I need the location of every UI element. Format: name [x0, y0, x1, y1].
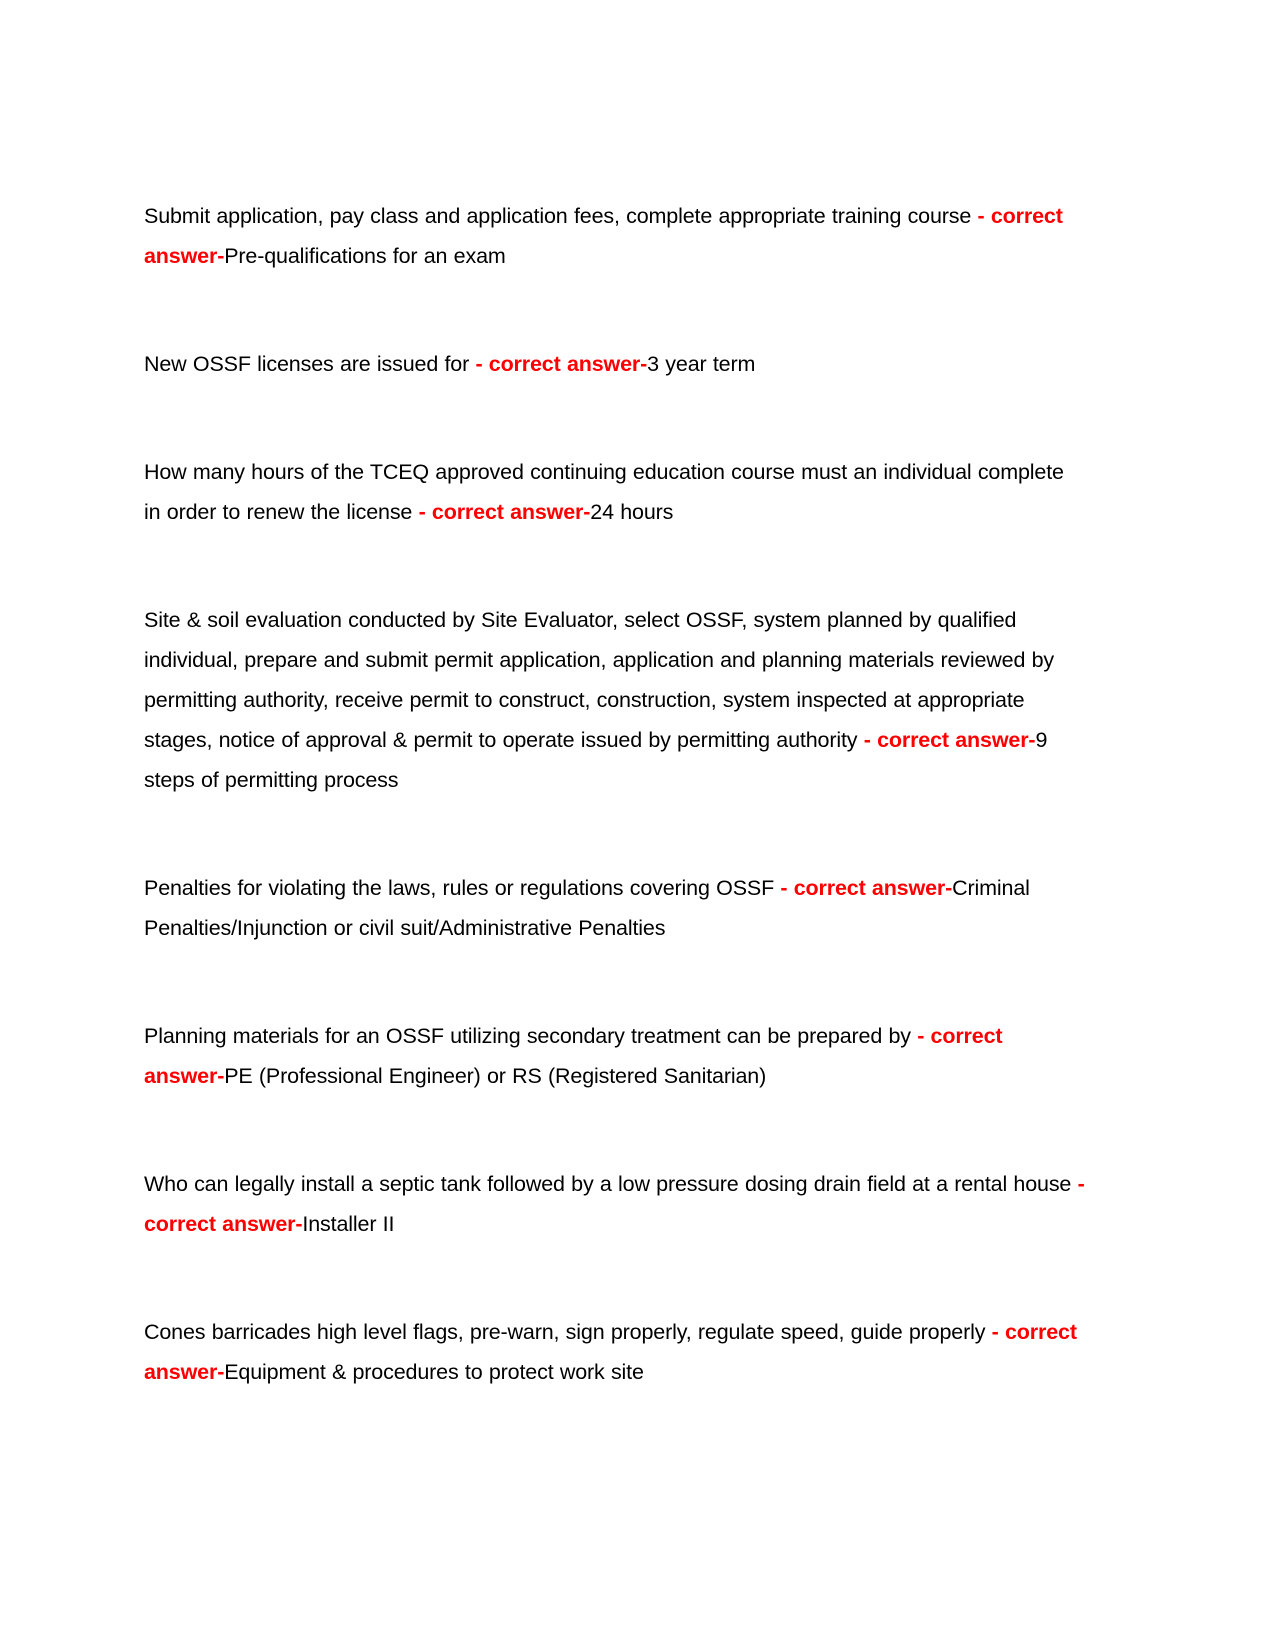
question-text: Site & soil evaluation conducted by Site Evaluator, select OSSF, system planned by qualified individual, prepare and submit permit application, application and planning materials reviewed by permitting authority, receive permit to construct, construction, system inspected at appropriate stages, notice of approval & permit to operate issued by permitting authority: [144, 608, 1055, 752]
correct-answer-marker: - correct answer-: [144, 1172, 1085, 1236]
question-text: Penalties for violating the laws, rules or regulations covering OSSF: [144, 876, 775, 900]
answer-text: Criminal Penalties/Injunction or civil suit/Administrative Penalties: [144, 876, 1030, 940]
question-text: Who can legally install a septic tank followed by a low pressure dosing drain field at a rental house: [144, 1172, 1072, 1196]
correct-answer-marker: - correct answer-: [475, 352, 648, 376]
answer-text: 9 steps of permitting process: [144, 728, 1048, 792]
qa-list: [144, 196, 1086, 1392]
qa-paragraph: [144, 600, 1086, 800]
answer-text: 3 year term: [647, 352, 756, 376]
correct-answer-marker: - correct answer-: [780, 876, 953, 900]
question-text: How many hours of the TCEQ approved continuing education course must an individual complete in order to renew the license: [144, 460, 1064, 524]
correct-answer-marker: - correct answer-: [144, 1320, 1077, 1384]
qa-paragraph: [144, 868, 1086, 948]
qa-paragraph: [144, 196, 1086, 276]
correct-answer-marker: - correct answer-: [418, 500, 591, 524]
qa-paragraph: [144, 452, 1086, 532]
question-text: Submit application, pay class and application fees, complete appropriate training course: [144, 204, 972, 228]
correct-answer-marker: - correct answer-: [144, 1024, 1003, 1088]
qa-paragraph: [144, 1312, 1086, 1392]
answer-text: Pre-qualifications for an exam: [224, 244, 506, 268]
question-text: Cones barricades high level flags, pre-warn, sign properly, regulate speed, guide properly: [144, 1320, 986, 1344]
answer-text: PE (Professional Engineer) or RS (Registered Sanitarian): [224, 1064, 767, 1088]
correct-answer-marker: - correct answer-: [144, 204, 1063, 268]
answer-text: Installer II: [302, 1212, 395, 1236]
qa-paragraph: [144, 344, 1086, 384]
question-text: New OSSF licenses are issued for: [144, 352, 470, 376]
answer-text: 24 hours: [590, 500, 674, 524]
question-text: Planning materials for an OSSF utilizing secondary treatment can be prepared by: [144, 1024, 911, 1048]
answer-text: Equipment & procedures to protect work site: [224, 1360, 644, 1384]
qa-paragraph: [144, 1164, 1086, 1244]
qa-paragraph: [144, 1016, 1086, 1096]
correct-answer-marker: - correct answer-: [863, 728, 1036, 752]
